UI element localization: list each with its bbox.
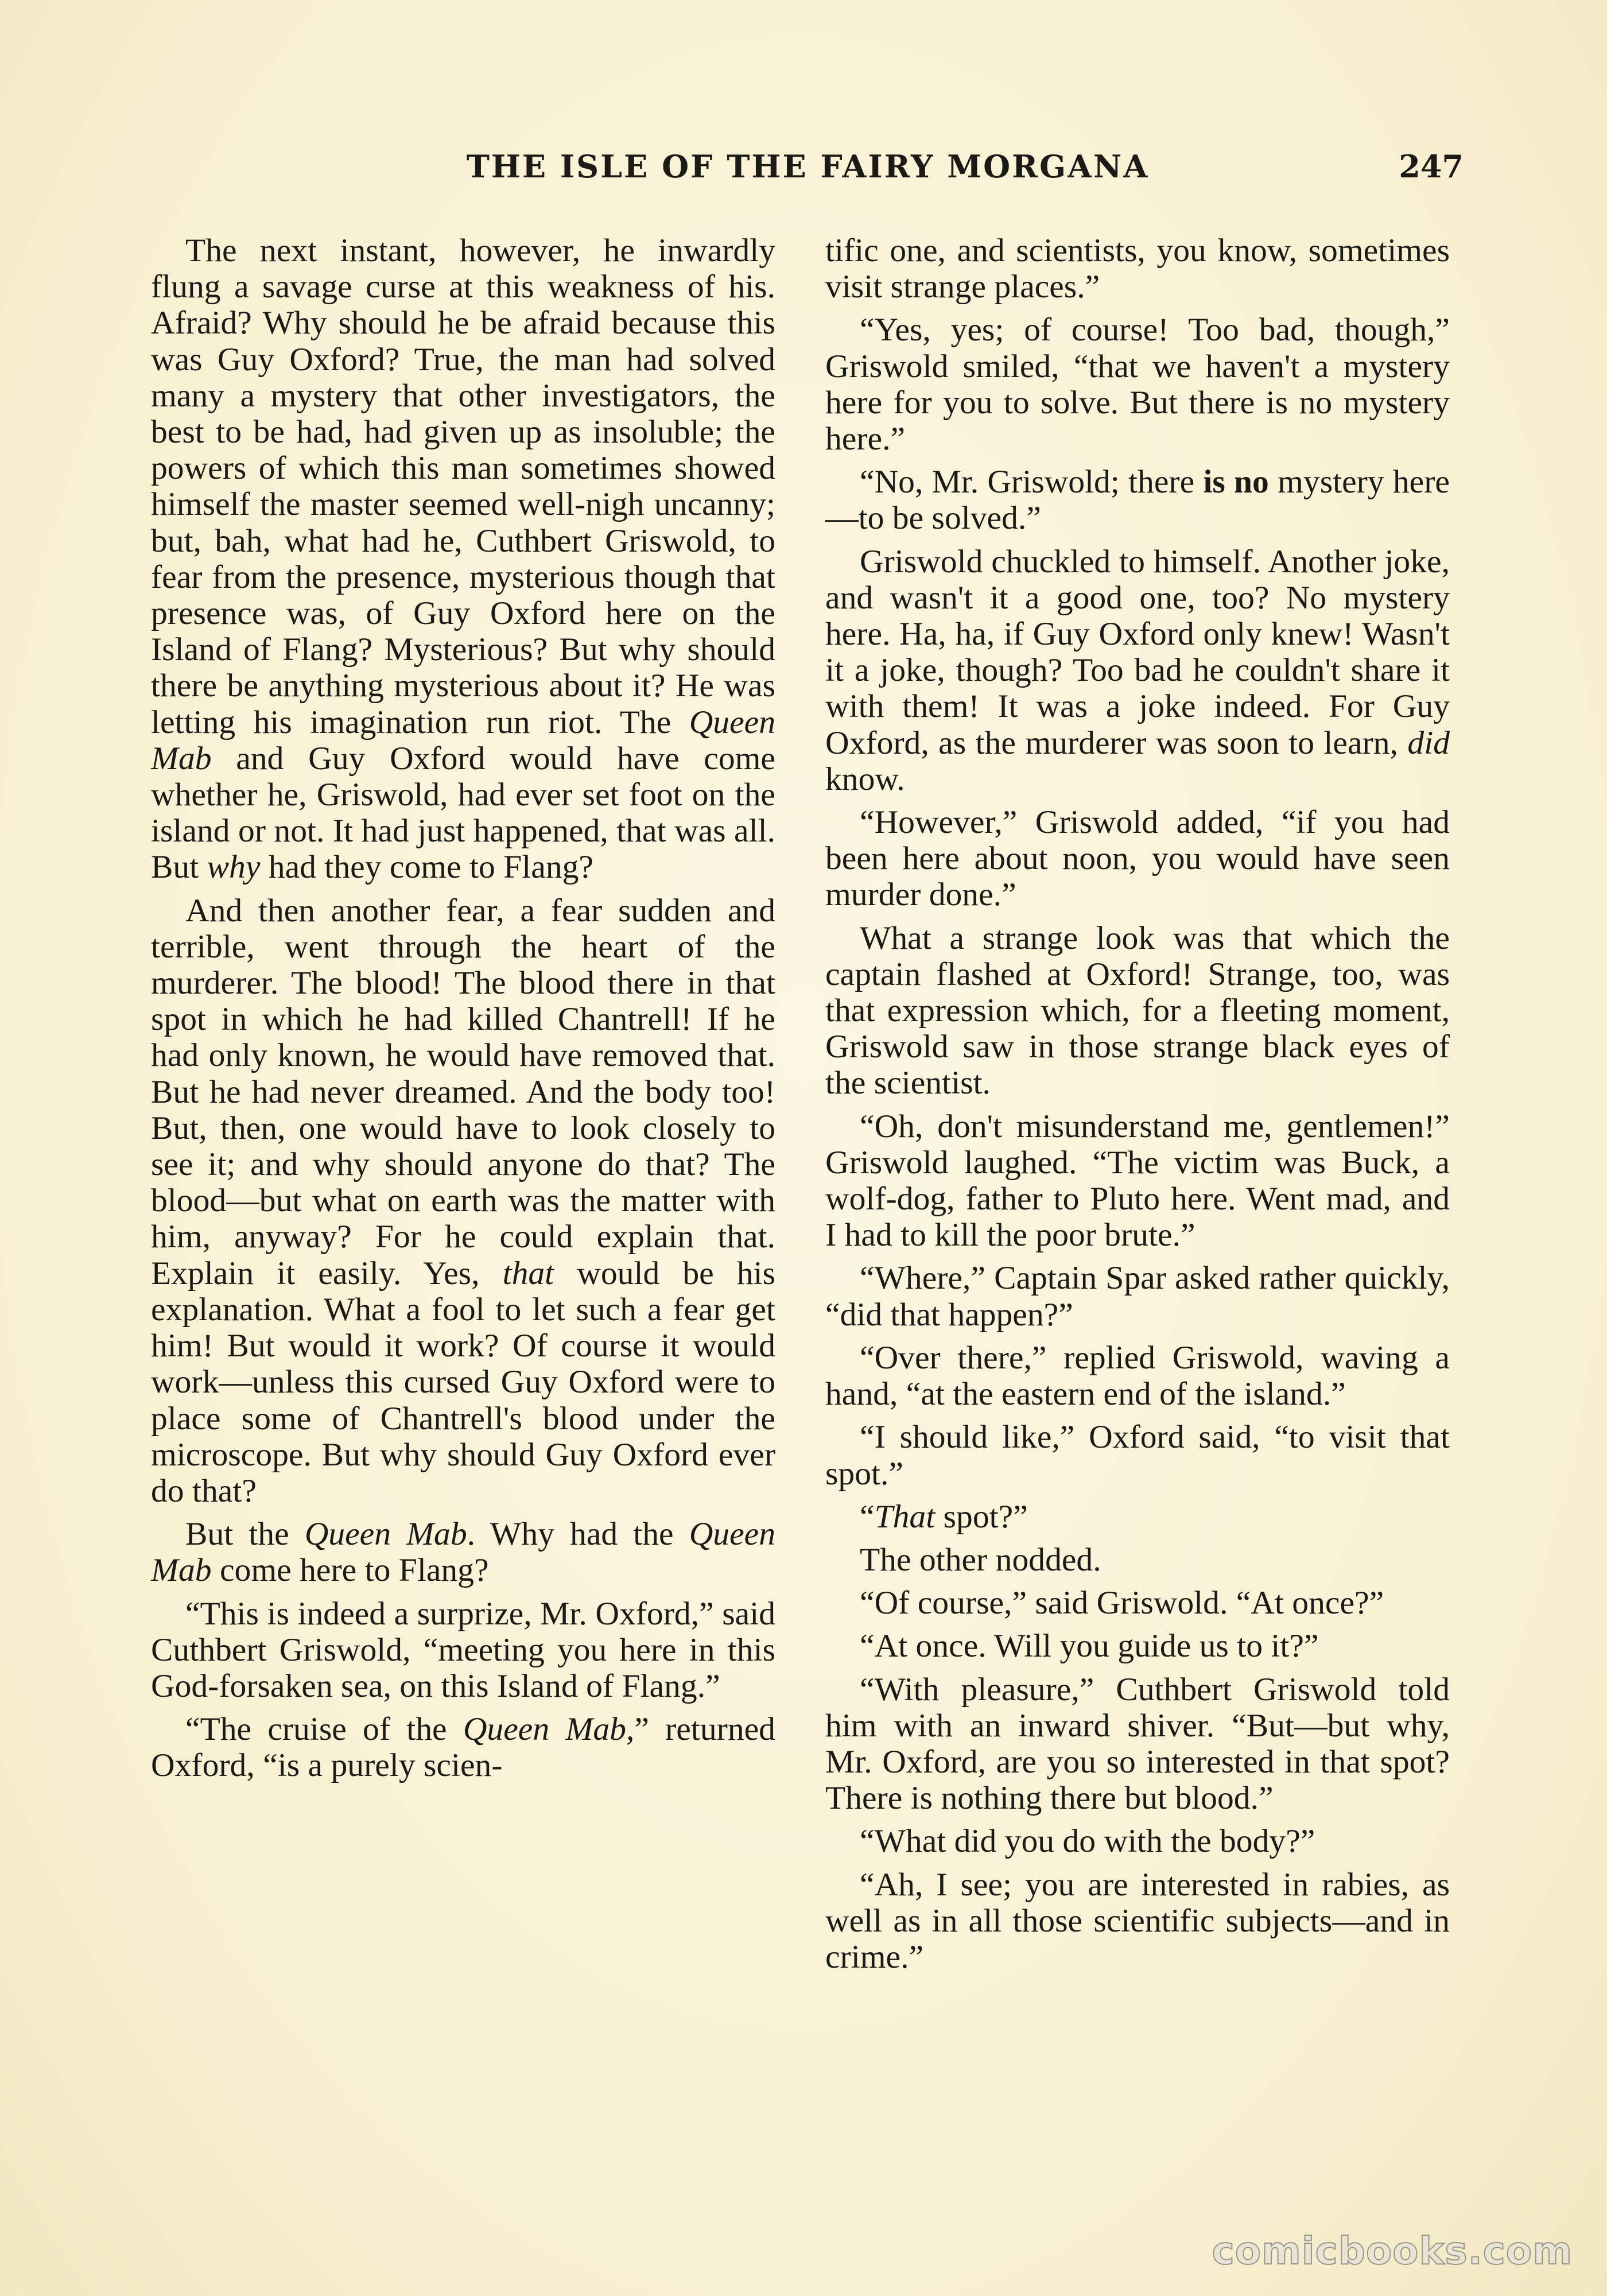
bold-text: no [1234,464,1269,501]
paragraph [825,1260,1450,1332]
paragraph [825,1108,1450,1254]
text-run: “I should like,” Oxford said, “to visit that spot.” [825,1419,1450,1492]
italic-text: did [1407,724,1450,761]
text-run: “This is indeed a surprize, Mr. Oxford,” said Cuthbert Griswold, “meeting you here in this God-forsaken sea, on this Island of Flang.” [151,1595,775,1704]
text-run: “Where,” Captain Spar asked rather quickly, “did that happen?” [825,1260,1450,1333]
paragraph [825,1628,1450,1664]
text-run: What a strange look was that which the captain flashed at Oxford! Strange, too, was that expression which, for a fleeting moment, Griswold saw in those strange black eyes of the scientist. [825,920,1450,1102]
text-run: “No, Mr. Griswold; there [860,464,1204,501]
text-run: “Yes, yes; of course! Too bad, though,” Griswold smiled, “that we haven't a mystery here for you to solve. But there is no mystery here.” [825,312,1450,457]
paragraph [151,232,775,886]
running-title: THE ISLE OF THE FAIRY MORGANA [466,148,1150,185]
paragraph [825,1499,1450,1535]
text-run: ” returned Oxford, “is a purely scien- [151,1711,775,1784]
text-run: “Ah, I see; you are interested in rabies, as well as in all those scientific subjects—and in crime.” [825,1866,1450,1975]
text-run: . Why had the [467,1516,689,1553]
text-run: “Over there,” replied Griswold, waving a hand, “at the eastern end of the island.” [825,1339,1450,1413]
paragraph [825,1867,1450,1976]
paragraph [825,544,1450,797]
paragraph [825,1585,1450,1621]
text-run: had they come to Flang? [260,849,593,886]
text-run: “With pleasure,” Cuthbert Griswold told him with an inward shiver. “But—but why, Mr. Oxford, are you so interested in that spot? There is nothing there but blood.” [825,1671,1450,1817]
left-column [151,232,775,1791]
text-run: The next instant, however, he inwardly flung a savage curse at this weakness of his. Afraid? Why should he be afraid because this was Guy Oxford? True, the man had solved many a mystery that other investigators, the best to be had, had given up as insoluble; the powers of which this man sometimes showed himself the master seemed well-nigh uncanny; but, bah, what had he, Cuthbert Griswold, to fear from the presence, mysterious though that presence was, of Guy Oxford here on the Island of Flang? Mysterious? But why should there be anything mysterious about it? He was letting his imagination run riot. The [151,232,775,740]
italic-text: that [502,1255,554,1292]
italic-text: Queen Mab, [463,1711,635,1748]
paragraph [151,1711,775,1783]
paragraph [825,1823,1450,1859]
paragraph [151,1596,775,1705]
text-run: “The cruise of the [185,1711,463,1748]
running-head [152,144,1464,189]
text-run: “Of course,” said Griswold. “At once?” [860,1585,1384,1622]
text-run: Griswold chuckled to himself. Another joke, and wasn't it a good one, too? No mystery here. Ha, ha, if Guy Oxford only knew! Wasn't it a joke, though? Too bad he couldn't share it with them! It was a joke indeed. For Guy Oxford, as the murderer was soon to learn, [825,543,1450,761]
text-run: and Guy Oxford would have come whether he, Griswold, had ever set foot on the island or not. It had just happened, that was all. But [151,740,775,886]
paragraph [825,920,1450,1102]
text-run: “At once. Will you guide us to it?” [860,1628,1319,1665]
text-run: “However,” Griswold added, “if you had been here about noon, you would have seen murder done.” [825,804,1450,913]
paragraph [825,312,1450,457]
italic-text: Queen Mab [304,1516,467,1553]
bold-text: is [1203,464,1225,501]
text-run: know. [825,761,905,797]
paragraph [151,1516,775,1588]
paragraph [151,893,775,1509]
text-run: The other nodded. [860,1541,1101,1578]
text-run [1225,464,1234,500]
italic-text: Queen Mab [151,704,775,777]
text-run: “What did you do with the body?” [860,1823,1315,1860]
text-run: But the [185,1516,305,1553]
paragraph [825,1542,1450,1578]
paragraph [825,1671,1450,1817]
text-run: mystery here—to be solved.” [825,464,1450,537]
paragraph [825,1419,1450,1491]
italic-text: That [874,1498,936,1535]
text-run: would be his explanation. What a fool to let such a fear get him! But would it work? Of course it would work—unless this cursed Guy Oxford were to place some of Chantrell's blood under the microscope. But why should Guy Oxford ever do that? [151,1255,775,1509]
text-run: “ [860,1498,875,1535]
italic-text: why [207,849,261,886]
paragraph [825,232,1450,305]
text-run: And then another fear, a fear sudden and terrible, went through the heart of the murderer. The blood! The blood there in that spot in which he had killed Chantrell! If he had only known, he would have removed that. But he had never dreamed. And the body too! But, then, one would have to look closely to see it; and why should anyone do that? The blood—but what on earth was the matter with him, anyway? For he could explain that. Explain it easily. Yes, [151,892,775,1292]
text-run: tific one, and scientists, you know, sometimes visit strange places.” [825,232,1450,305]
text-run: “Oh, don't misunderstand me, gentlemen!” Griswold laughed. “The victim was Buck, a wolf-dog, father to Pluto here. Went mad, and I had to kill the poor brute.” [825,1108,1450,1254]
watermark-logo: comicbooks.com [1212,2229,1573,2273]
paragraph [825,464,1450,536]
italic-text: Queen Mab [151,1516,775,1589]
paragraph [825,804,1450,913]
paragraph [825,1340,1450,1412]
right-column [825,232,1450,1982]
text-run: spot?” [935,1498,1028,1535]
text-run: come here to Flang? [211,1552,489,1589]
page-number: 247 [1399,148,1464,185]
